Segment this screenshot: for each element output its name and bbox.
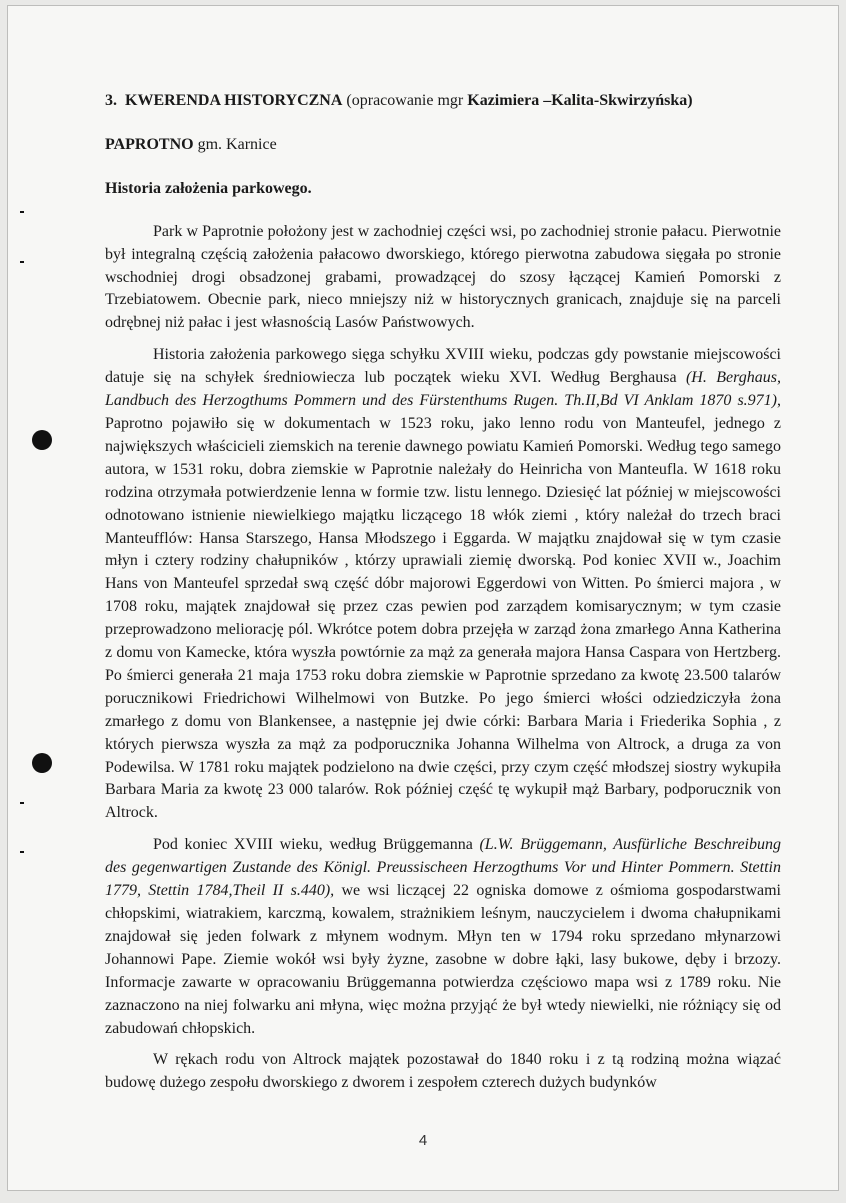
- binder-hole: [32, 430, 52, 450]
- paragraph-1: Park w Paprotnie położony jest w zachodniej części wsi, po zachodniej stronie pałacu. Pierwotnie był integralną częścią założenia pałacowo dworskiego, którego pierwotna zabudowa sięgała po stronie wschodniej drogi obsadzonej grabami, prowadzącej do szosy łączącej Kamień Pomorski z Trzebiatowem. Obecnie park, nieco mniejszy niż w historycznych granicach, znajduje się na parceli odrębnej niż pałac i jest własnością Lasów Państwowych.: [105, 222, 781, 332]
- document-page: [7, 5, 839, 1191]
- paragraph-4: W rękach rodu von Altrock majątek pozostawał do 1840 roku i z tą rodziną można wiązać budowę dużego zespołu dworskiego z dworem i zespołem czterech dużych budynków: [105, 1051, 781, 1092]
- paragraph-2-text-a: Historia założenia parkowego sięga schyłku XVIII wieku, podczas gdy powstanie miejscowości datuje się na schyłek średniowiecza lub początek wieku XVI. Według Berghausa: [105, 346, 781, 387]
- scan-speck: [20, 211, 24, 213]
- heading-author-name: Kazimiera –Kalita-Skwirzyńska): [467, 92, 693, 109]
- document-body: [105, 90, 781, 1104]
- heading-number: 3.: [105, 92, 117, 109]
- place-commune: gm. Karnice: [197, 135, 277, 153]
- scan-speck: [20, 851, 24, 853]
- paragraph-2-text-b: , Paprotno pojawiło się w dokumentach w 1523 roku, jako lenno rodu von Manteufel, jednego z największych właścicieli ziemskich na terenie dawnego powiatu Kamień Pomorski. Według tego samego autora, w 1531 roku, dobra ziemskie w Paprotnie należały do Heinricha von Manteufla. W 1618 roku rodzina otrzymała potwierdzenie lenna w formie tzw. listu lennego. Dziesięć lat później w miejscowości odnotowano istnienie niewielkiego majątku liczącego 18 włók ziemi , który należał do trzech braci Manteufflów: Hansa Starszego, Hansa Młodszego i Eggarda. W majątku znajdował się w tym czasie młyn i cztery rodziny chałupników , którzy uprawiali ziemię dworską. Pod koniec XVII w., Joachim Hans von Manteufel sprzedał swą część dóbr majorowi Eggerdowi von Witten. Po śmierci majora , w 1708 roku, majątek znajdował się przez czas pewien pod zarządem komisarycznym; w tym czasie przeprowadzono meliorację pól. Wkrótce potem dobra przejęła w zarząd żona zmarłego Anna Katherina z domu von Kamecke, która wyszła powtórnie za mąż za generała majora Hansa Caspara von Hertzberg. Po śmierci generała 21 maja 1753 roku dobra ziemskie w Paprotnie sprzedano za kwotę 23.500 talarów porucznikowi Friedrichowi Wilhelmowi von Butzke. Po jego śmierci włości odziedziczyła żona zmarłego z domu von Blankensee, a następnie jej dwie córki: Barbara Maria i Friederika Sophia , z których pierwsza wyszła za mąż za podporucznika Johanna Wilhelma von Altrock, a druga za von Podewilsa. W 1781 roku majątek podzielono na dwie części, przy czym część młodszej siostry wykupiła Barbara Maria za kwotę 23 000 talarów. Rok później część tę wykupił mąż Barbary, podporucznik von Altrock.: [105, 392, 781, 822]
- place-name: PAPROTNO: [105, 135, 194, 153]
- paragraph-3-text-b: we wsi liczącej 22 ogniska domowe z ośmioma gospodarstwami chłopskimi, wiatrakiem, karczmą, kowalem, strażnikiem leśnym, nauczycielem i dwoma chałupnikami znajdował się jeden folwark z młynem wodnym. Młyn ten w 1794 roku sprzedano młynarzowi Johannowi Pape. Ziemie wokół wsi były żyzne, zasobne w dobre łąki, lasy bukowe, dęby i brzozy. Informacje zawarte w opracowaniu Brüggemanna potwierdza częściowo mapa wsi z 1789 roku. Nie zaznaczono na niej folwarku ani młyna, więc można przyjąć że był wtedy niewielki, nie różniący się od zabudowań chłopskich.: [105, 882, 782, 1037]
- heading-title: KWERENDA HISTORYCZNA: [125, 92, 343, 109]
- place-heading: [105, 134, 781, 157]
- paragraph-2: [105, 344, 781, 825]
- scan-speck: [20, 261, 24, 263]
- binder-hole: [32, 753, 52, 773]
- paragraph-3: [105, 834, 781, 1040]
- paragraph-3-text-a: Pod koniec XVIII wieku, według Brüggemanna: [153, 836, 480, 854]
- section-title: Historia założenia parkowego.: [105, 179, 312, 197]
- citation-berghaus: (H. Berghaus, Landbuch des Herzogthums Pommern und des Fürstenthums Rugen. Th.II,Bd VI Anklam 1870 s.971): [105, 369, 781, 410]
- section-heading: [105, 90, 781, 113]
- page-number: 4: [418, 1132, 428, 1149]
- citation-bruggemann: (L.W. Brüggemann, Ausfürliche Beschreibung des gegenwartigen Zustande des Königl. Preussischeen Herzogthums Vor und Hinter Pommern. Stettin 1779, Stettin 1784,Theil II s.440),: [105, 836, 782, 900]
- scan-speck: [20, 802, 24, 804]
- heading-author-prefix: (opracowanie mgr: [346, 92, 468, 109]
